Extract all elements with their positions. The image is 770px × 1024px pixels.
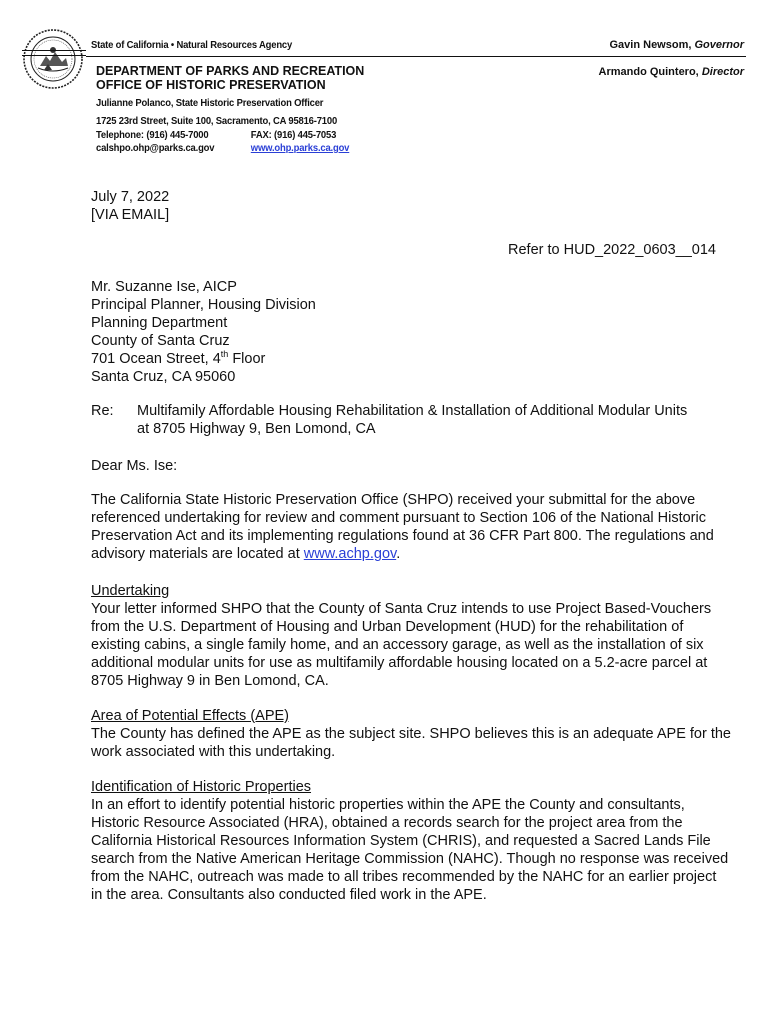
intro-text: The California State Historic Preservation Office (SHPO) received your submittal for the above referenced undertaking for review and comment pursuant to Section 106 of the National Historic Preservation Act and its implementing regulations found at 36 CFR Part 800. The regulations and advisory materials are located at [91, 492, 714, 562]
street-superscript: th [220, 349, 229, 360]
header-rule [86, 56, 746, 57]
reference-number: Refer to HUD_2022_0603__014 [508, 242, 716, 258]
street-floor: Floor [228, 351, 266, 367]
section-identification [91, 778, 731, 904]
section-heading: Area of Potential Effects (APE) [91, 708, 289, 724]
intro-paragraph [91, 491, 731, 563]
state-seal-icon [22, 28, 84, 90]
subject-line-1: Multifamily Affordable Housing Rehabilitation & Installation of Additional Modular Units [137, 403, 688, 419]
seal-rule-bottom [22, 55, 86, 56]
achp-link[interactable]: www.achp.gov [303, 546, 397, 562]
recipient-department: Planning Department [91, 315, 228, 331]
recipient-name: Mr. Suzanne Ise, AICP [91, 279, 237, 295]
fax: FAX: (916) 445-7053 [250, 128, 337, 141]
section-heading: Undertaking [91, 583, 170, 599]
preservation-officer: Julianne Polanco, State Historic Preservation Officer [96, 97, 324, 109]
director-name: Armando Quintero, [598, 66, 699, 78]
section-text: Your letter informed SHPO that the County of Santa Cruz intends to use Project Based-Vouchers from the U.S. Department of Housing and Urban Development (HUD) for the rehabilitation of existing cabins, a single family home, and an accessory garage, as well as the installation of six additional modular units for use as multifamily affordable housing located on a 5.2-acre parcel at 8705 Highway 9 in Ben Lomond, CA. [91, 601, 712, 689]
email-web-row [96, 142, 349, 156]
director-line [599, 66, 744, 78]
subject-text [137, 402, 687, 438]
department-block [96, 64, 364, 92]
telephone: Telephone: (916) 445-7000 [96, 128, 209, 141]
subject-line-2: at 8705 Highway 9, Ben Lomond, CA [137, 421, 376, 437]
office-address: 1725 23rd Street, Suite 100, Sacramento, CA 95816-7100 [96, 115, 338, 127]
governor-title: Governor [694, 39, 744, 51]
contact-block [96, 115, 349, 156]
salutation: Dear Ms. Ise: [91, 458, 178, 474]
section-ape [91, 707, 731, 761]
delivery-method: [VIA EMAIL] [91, 207, 170, 223]
intro-end: . [396, 546, 401, 562]
letter-date: July 7, 2022 [91, 189, 170, 205]
governor-name: Gavin Newsom, [609, 39, 692, 51]
recipient-address [91, 278, 731, 386]
recipient-organization: County of Santa Cruz [91, 333, 230, 349]
website-link[interactable]: www.ohp.parks.ca.gov [250, 142, 350, 154]
email: calshpo.ohp@parks.ca.gov [96, 142, 215, 154]
seal-rule-top [22, 50, 86, 51]
subject-line [91, 402, 731, 438]
section-text: In an effort to identify potential historic properties within the APE the County and consultants, Historic Resource Associated (HRA), obtained a records search for the project area from the California Historical Resources Information System (CHRIS), and requested a Sacred Lands File search from the Native American Heritage Commission (NAHC). Though no response was received from the NAHC, outreach was made to all tribes recommended by the NAHC for an earlier project in the area. Consultants also conducted filed work in the APE. [91, 797, 729, 903]
section-heading: Identification of Historic Properties [91, 779, 312, 795]
recipient-street [91, 350, 731, 368]
subject-label: Re: [91, 403, 114, 419]
recipient-city: Santa Cruz, CA 95060 [91, 369, 236, 385]
governor-line [610, 39, 745, 51]
street-text: 701 Ocean Street, 4 [91, 351, 221, 367]
recipient-title: Principal Planner, Housing Division [91, 297, 316, 313]
section-text: The County has defined the APE as the subject site. SHPO believes this is an adequate APE for the work associated with this undertaking. [91, 726, 731, 760]
phone-fax-row [96, 129, 349, 143]
section-undertaking [91, 582, 731, 690]
office-name: OFFICE OF HISTORIC PRESERVATION [96, 78, 326, 92]
director-title: Director [701, 66, 744, 78]
department-name: DEPARTMENT OF PARKS AND RECREATION [96, 64, 365, 78]
agency-name: State of California • Natural Resources Agency [91, 39, 293, 51]
date-block [91, 188, 731, 224]
